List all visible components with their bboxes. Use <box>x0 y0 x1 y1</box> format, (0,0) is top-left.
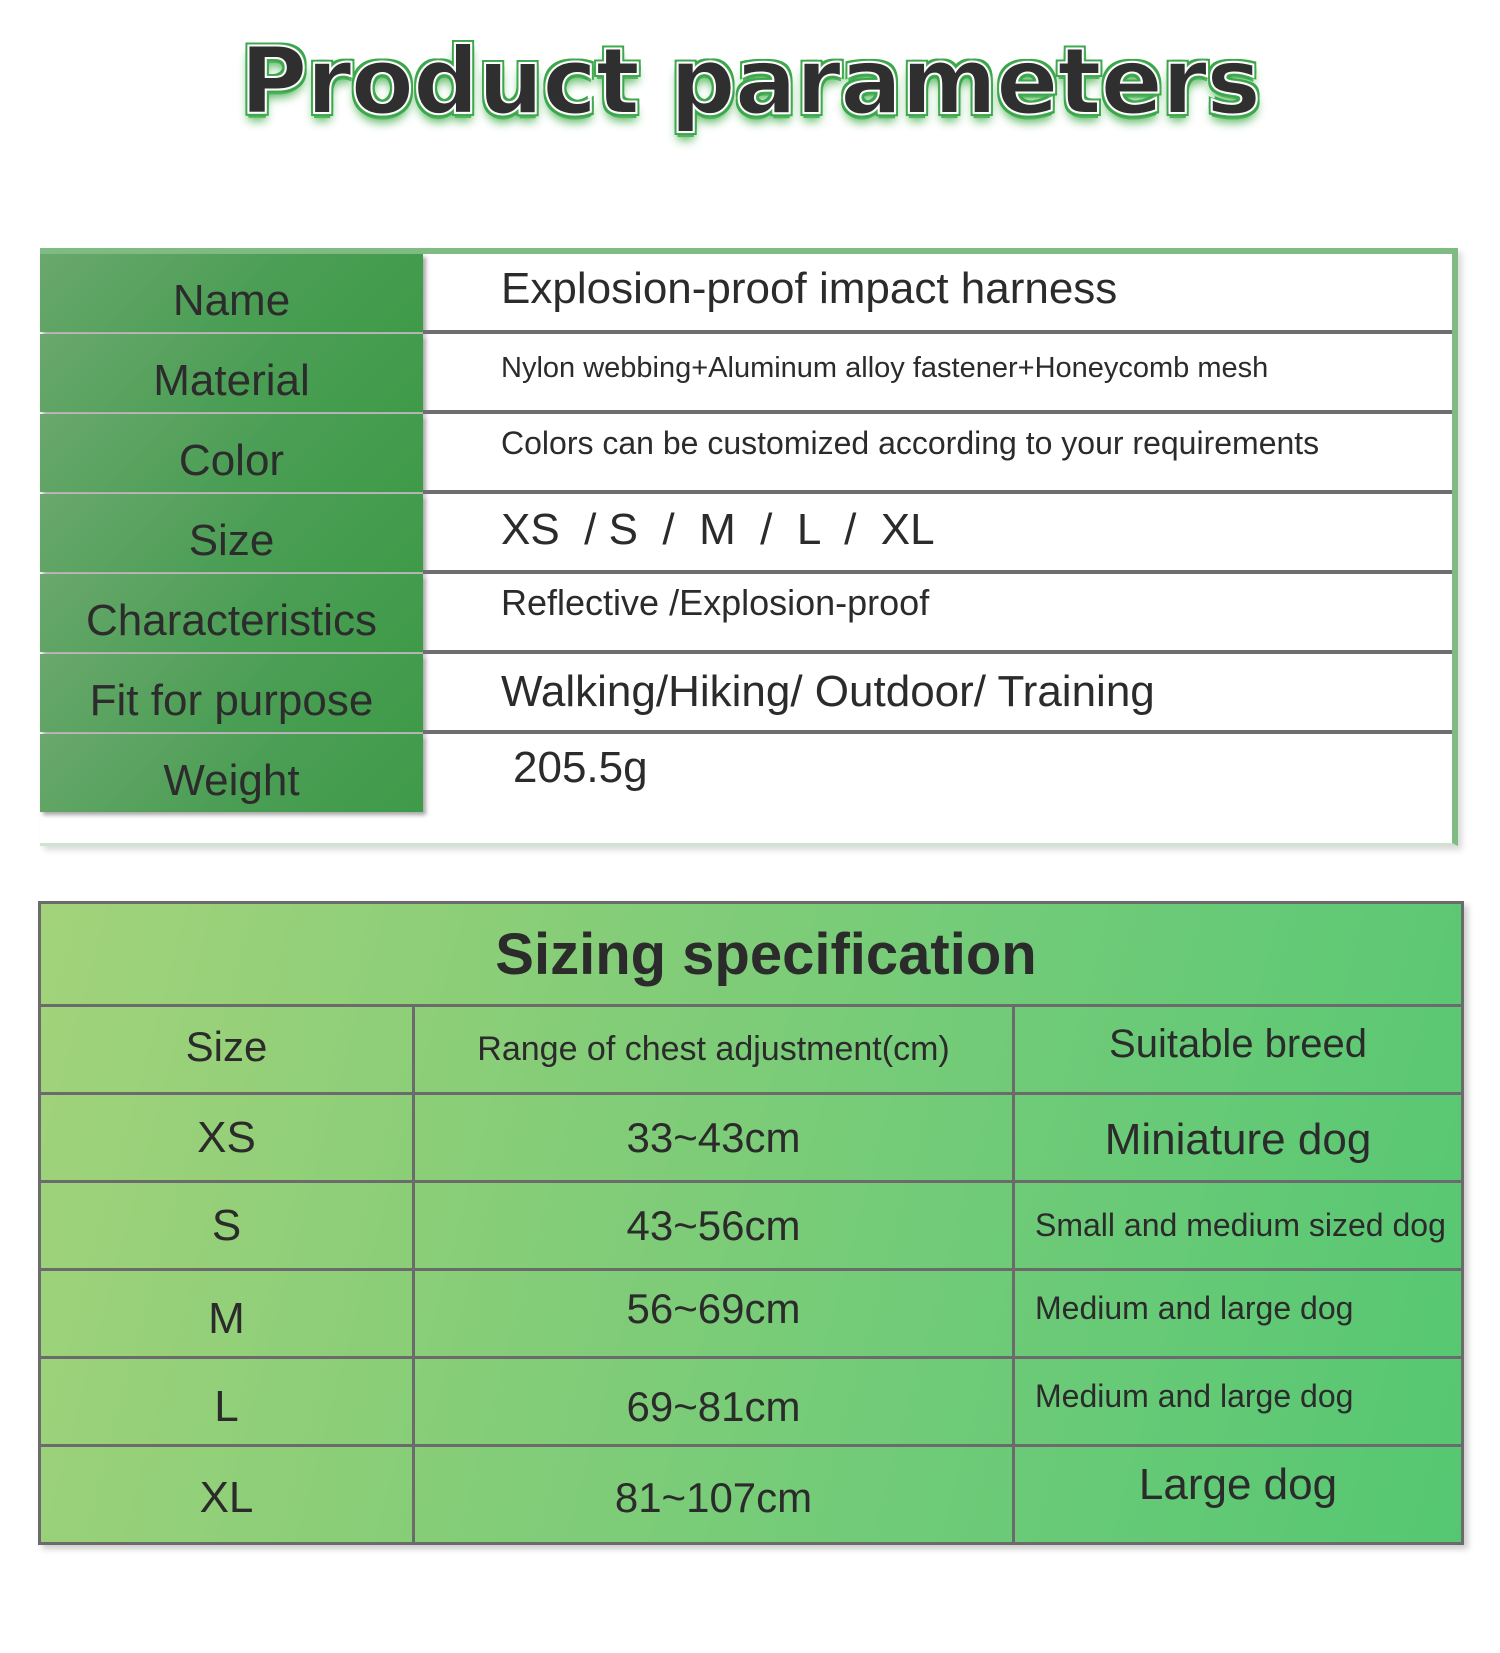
param-label: Color <box>40 414 423 492</box>
table-row <box>41 1447 1461 1542</box>
breed-cell: Large dog <box>1138 1459 1338 1509</box>
param-value: Nylon webbing+Aluminum alloy fastener+Honeycomb mesh <box>423 334 1452 414</box>
sizing-table <box>38 901 1464 1545</box>
param-row-weight <box>40 734 1452 814</box>
table-row <box>41 1271 1461 1359</box>
table-row <box>41 1359 1461 1447</box>
param-label: Weight <box>40 734 423 812</box>
size-cell: XS <box>41 1095 415 1180</box>
range-cell: 33~43cm <box>415 1095 1015 1180</box>
range-cell: 69~81cm <box>415 1359 1015 1444</box>
range-cell: 43~56cm <box>415 1183 1015 1268</box>
breed-cell: Miniature dog <box>1104 1114 1372 1164</box>
param-row-material <box>40 334 1452 414</box>
parameters-table <box>40 248 1458 846</box>
range-cell: 56~69cm <box>415 1271 1015 1356</box>
param-label: Size <box>40 494 423 572</box>
param-row-characteristics <box>40 574 1452 654</box>
param-value: XS / S / M / L / XL <box>423 494 1452 574</box>
param-value: Walking/Hiking/ Outdoor/ Training <box>423 654 1452 734</box>
header-range: Range of chest adjustment(cm) <box>415 1007 1015 1092</box>
size-cell: S <box>41 1183 415 1268</box>
size-cell: M <box>41 1271 415 1356</box>
param-value: Explosion-proof impact harness <box>423 254 1452 334</box>
table-row <box>41 1183 1461 1271</box>
page-title: Product parameters <box>239 28 1261 135</box>
param-row-fit-for-purpose <box>40 654 1452 734</box>
param-label: Material <box>40 334 423 412</box>
breed-cell: Medium and large dog <box>1035 1290 1354 1326</box>
param-row-color <box>40 414 1452 494</box>
param-value: Colors can be customized according to your requirements <box>423 414 1452 494</box>
sizing-title: Sizing specification <box>41 904 1461 1007</box>
table-row <box>41 1095 1461 1183</box>
breed-cell: Medium and large dog <box>1035 1378 1354 1414</box>
param-label: Name <box>40 254 423 332</box>
param-row-size <box>40 494 1452 574</box>
sizing-header-row <box>41 1007 1461 1095</box>
param-row-name <box>40 254 1452 334</box>
header-breed: Suitable breed <box>1109 1022 1367 1066</box>
range-cell: 81~107cm <box>415 1447 1015 1542</box>
breed-cell: Small and medium sized dog <box>1035 1207 1446 1243</box>
param-value: Reflective /Explosion-proof <box>423 574 1452 654</box>
header-size: Size <box>41 1007 415 1092</box>
param-label: Characteristics <box>40 574 423 652</box>
param-value: 205.5g <box>513 743 648 792</box>
param-label: Fit for purpose <box>40 654 423 732</box>
size-cell: L <box>41 1359 415 1444</box>
size-cell: XL <box>41 1447 415 1542</box>
